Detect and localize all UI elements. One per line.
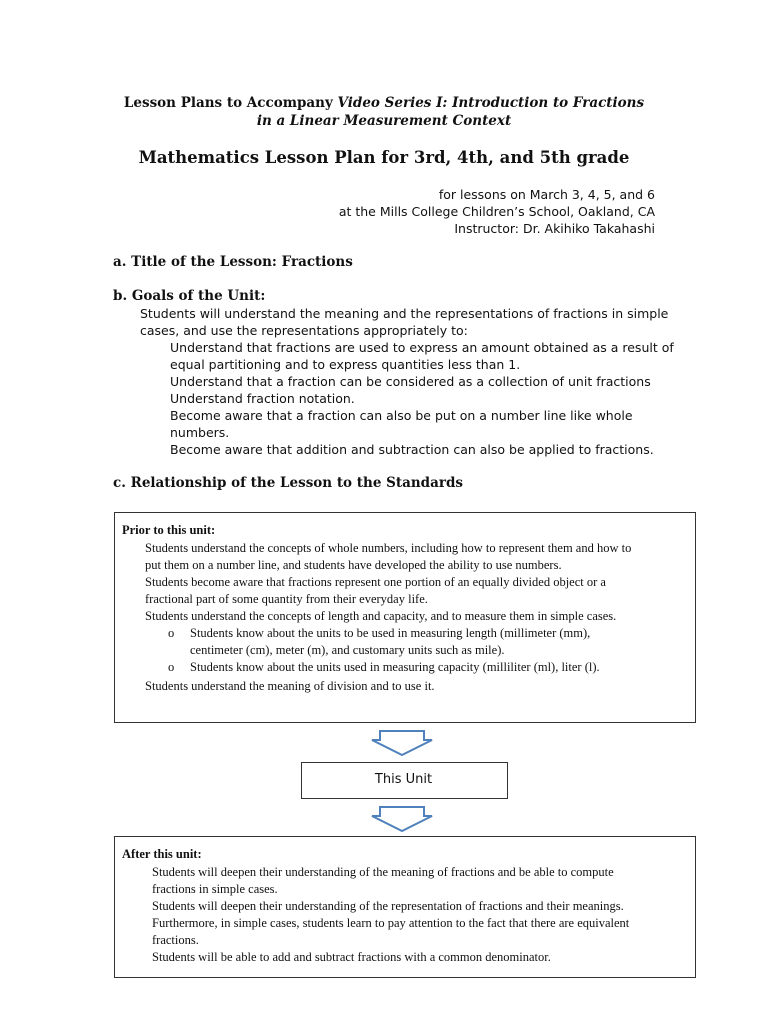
after-line: Students will deepen their understanding of the meaning of fractions and be able to compute [152, 865, 614, 879]
goal-item: Understand that a fraction can be considered as a collection of unit fractions [170, 374, 651, 389]
page-title: Mathematics Lesson Plan for 3rd, 4th, and 5th grade [138, 148, 630, 167]
down-arrow-icon [370, 730, 434, 756]
header-series-subtitle: in a Linear Measurement Context [256, 113, 512, 129]
after-line: fractions in simple cases. [152, 882, 278, 896]
goal-item: Understand fraction notation. [170, 391, 355, 406]
after-line: Students will deepen their understanding of the representation of fractions and their meanings. [152, 899, 624, 913]
prior-bullet-line: Students know about the units to be used in measuring length (millimeter (mm), [190, 626, 591, 640]
meta-location: at the Mills College Children’s School, Oakland, CA [338, 204, 655, 219]
section-b-heading: b. Goals of the Unit: [113, 288, 266, 304]
after-box-lines [152, 864, 692, 966]
prior-line: Students understand the concepts of whole numbers, including how to represent them and how to [145, 541, 632, 555]
prior-line: Students become aware that fractions represent one portion of an equally divided object or a [145, 575, 606, 589]
header-series-title: Video Series I: Introduction to Fractions [337, 95, 645, 111]
prior-box-title: Prior to this unit: [122, 523, 216, 537]
header-line-2 [0, 113, 768, 129]
goal-item: Become aware that addition and subtraction can also be applied to fractions. [170, 442, 654, 457]
goal-item: Understand that fractions are used to express an amount obtained as a result of [170, 340, 674, 355]
section-c-heading: c. Relationship of the Lesson to the Standards [113, 475, 463, 491]
prior-line: fractional part of some quantity from their everyday life. [145, 592, 428, 606]
prior-line: Students understand the concepts of length and capacity, and to measure them in simple cases. [145, 609, 617, 623]
prior-box-lines [145, 540, 693, 625]
goal-item: numbers. [170, 425, 230, 440]
prior-bullet-mark: o [168, 660, 175, 674]
down-arrow-icon [370, 806, 434, 832]
prior-bullet-2: Students know about the units used in measuring capacity (milliliter (ml), liter (l). [190, 660, 600, 674]
header-line-1 [0, 95, 768, 111]
goals-intro-line: cases, and use the representations appropriately to: [140, 323, 468, 338]
prior-line: put them on a number line, and students have developed the ability to use numbers. [145, 558, 562, 572]
meta-dates: for lessons on March 3, 4, 5, and 6 [438, 187, 655, 202]
after-line: Furthermore, in simple cases, students learn to pay attention to the fact that there are equivalent [152, 916, 630, 930]
goals-list [170, 339, 674, 458]
goal-item: equal partitioning and to express quantities less than 1. [170, 357, 521, 372]
section-a-heading: a. Title of the Lesson: Fractions [113, 254, 353, 270]
prior-bullet-line: centimeter (cm), meter (m), and customary units such as mile). [190, 643, 505, 657]
prior-last-line: Students understand the meaning of division and to use it. [145, 679, 435, 693]
meta-instructor: Instructor: Dr. Akihiko Takahashi [454, 221, 655, 236]
header-prefix: Lesson Plans to Accompany [123, 95, 338, 111]
after-box-title: After this unit: [122, 847, 202, 861]
goal-item: Become aware that a fraction can also be put on a number line like whole [170, 408, 633, 423]
prior-bullet-mark: o [168, 626, 175, 640]
after-line: fractions. [152, 933, 199, 947]
after-line: Students will be able to add and subtract fractions with a common denominator. [152, 950, 551, 964]
goals-intro-line: Students will understand the meaning and the representations of fractions in simple [140, 306, 669, 321]
prior-bullet-1 [190, 625, 690, 659]
this-unit-label: This Unit [374, 772, 433, 787]
goals-intro [140, 305, 668, 339]
